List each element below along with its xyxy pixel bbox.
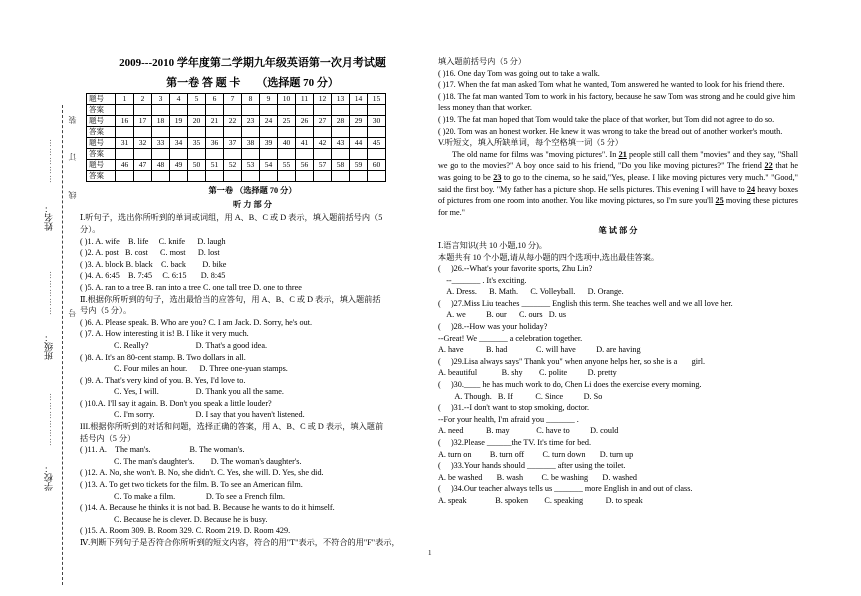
left-column	[80, 58, 425, 549]
text-line: A. be washed B. wash C. be washing D. washed	[438, 472, 637, 482]
answer-cell[interactable]	[368, 127, 386, 138]
answer-cell[interactable]	[368, 149, 386, 160]
answer-cell[interactable]	[206, 171, 224, 182]
question-number-cell: 23	[242, 116, 260, 127]
text-line: A. need B. may C. have to D. could	[438, 426, 619, 436]
question-number-cell: 33	[152, 138, 170, 149]
question-number-cell: 40	[278, 138, 296, 149]
question-number-cell: 58	[332, 160, 350, 171]
cloze-passage	[438, 149, 798, 219]
answer-cell[interactable]	[206, 149, 224, 160]
name-label: 姓名：	[44, 204, 54, 231]
answer-cell[interactable]	[170, 105, 188, 116]
text-line: A. turn on B. turn off C. turn down D. turn up	[438, 449, 634, 459]
text-line: ( )18. The fat man wanted Tom to work in his factory, because he saw Tom was strong and he could give him less money than that worker.	[438, 91, 798, 113]
question-number-cell: 46	[116, 160, 134, 171]
question-number-cell: 52	[224, 160, 242, 171]
answer-cell[interactable]	[314, 105, 332, 116]
question-number-cell: 25	[278, 116, 296, 127]
answer-cell[interactable]	[350, 105, 368, 116]
text-line: C. The man's daughter's. D. The woman's daughter's.	[114, 456, 302, 466]
answer-cell[interactable]	[206, 127, 224, 138]
answer-cell[interactable]	[278, 105, 296, 116]
answer-cell[interactable]	[134, 171, 152, 182]
text-line: ( )33.Your hands should _______ after using the toilet.	[438, 461, 626, 471]
question-number-cell: 53	[242, 160, 260, 171]
text-line: ( )13. A. To get two tickets for the film. B. To see an American film.	[80, 480, 303, 490]
question-number-cell: 4	[170, 94, 188, 105]
right-column	[438, 56, 798, 507]
seal-char: 线	[68, 190, 77, 199]
language-knowledge-questions	[438, 240, 798, 507]
question-number-cell: 28	[332, 116, 350, 127]
text-line: ( )29.Lisa always says" Thank you" when anyone helps her, so she is a girl.	[438, 356, 706, 366]
blank-24: 24	[746, 184, 756, 194]
text-line: ( )12. A. No, she won't. B. No, she didn't. C. Yes, she will. D. Yes, she did.	[80, 468, 324, 478]
text-line: A. Though. B. If C. Since D. So	[438, 391, 603, 401]
question-number-cell: 45	[368, 138, 386, 149]
text-line: ( )1. A. wife B. life C. knife D. laugh	[80, 236, 226, 246]
answer-cell[interactable]	[206, 105, 224, 116]
row-label: 答案	[87, 149, 116, 160]
answer-cell[interactable]	[368, 105, 386, 116]
text-line: ( )8. A. It's an 80-cent stamp. B. Two dollars in all.	[80, 352, 246, 362]
question-number-cell: 11	[296, 94, 314, 105]
question-number-cell: 27	[314, 116, 332, 127]
answer-cell[interactable]	[314, 127, 332, 138]
passage-text: people still call them "movies" and they say, "Shall we go to the movies?" A boy once said to his friend, "Do you like moving pictures?" The friend	[438, 149, 798, 171]
question-number-cell: 44	[350, 138, 368, 149]
text-line: --Great! We _______ a celebration together.	[438, 333, 583, 343]
text-line: ( )27.Miss Liu teaches _______ English this term. She teaches well and we all love her.	[438, 298, 733, 308]
question-number-cell: 56	[296, 160, 314, 171]
text-line: 本题共有 10 个小题,请从每小题的四个选项中,选出最佳答案。	[438, 252, 660, 262]
text-line: ( )16. One day Tom was going out to take a walk.	[438, 68, 600, 78]
text-line: Ⅳ.判断下列句子是否符合你所听到的短文内容，符合的用"T"表示，不符合的用"F"表示，	[80, 538, 400, 547]
class-line: ……………	[44, 270, 53, 315]
text-line: C. Really? D. That's a good idea.	[114, 340, 267, 350]
answer-cell[interactable]	[116, 149, 134, 160]
text-line: ( )4. A. 6:45 B. 7:45 C. 6:15 D. 8:45	[80, 271, 226, 281]
question-number-cell: 51	[206, 160, 224, 171]
text-line: 号内（5 分）。	[80, 306, 132, 316]
seal-line	[62, 105, 63, 585]
question-number-cell: 31	[116, 138, 134, 149]
text-line: ( )2. A. post B. cost C. most D. lost	[80, 248, 220, 258]
question-number-cell: 43	[332, 138, 350, 149]
answer-cell[interactable]	[224, 171, 242, 182]
page-number: 1	[428, 549, 432, 557]
answer-cell[interactable]	[296, 105, 314, 116]
question-number-cell: 54	[260, 160, 278, 171]
row-label: 答案	[87, 171, 116, 182]
name-line: ……………	[44, 138, 53, 183]
answer-cell[interactable]	[242, 127, 260, 138]
answer-cell[interactable]	[278, 149, 296, 160]
text-line: ( )11. A. The man's. B. The woman's.	[80, 445, 245, 455]
text-line: 括号内（5 分）	[80, 433, 136, 443]
text-line: ( )7. A. How interesting it is! B. I like it very much.	[80, 329, 249, 339]
part-one-title: 第一卷 （选择题 70 分）	[208, 186, 297, 196]
text-line: ( )14. A. Because he thinks it is not bad. B. Because he wants to do it himself.	[80, 503, 335, 513]
answer-cell[interactable]	[152, 127, 170, 138]
row-label: 题号	[87, 160, 116, 171]
text-line: C. Because he is clever. D. Because he is busy.	[114, 514, 268, 524]
text-line: C. To make a film. D. To see a French film.	[114, 491, 285, 501]
answer-cell[interactable]	[224, 149, 242, 160]
text-line: ( )10.A. I'll say it again. B. Don't you speak a little louder?	[80, 398, 272, 408]
answer-cell[interactable]	[260, 105, 278, 116]
answer-cell[interactable]	[134, 149, 152, 160]
text-line: A. Dress. B. Math. C. Volleyball. D. Orange.	[438, 287, 624, 297]
answer-cell[interactable]	[260, 149, 278, 160]
question-number-cell: 38	[242, 138, 260, 149]
answer-cell[interactable]	[242, 171, 260, 182]
text-line: ( )34.Our teacher always tells us _______ more English in and out of class.	[438, 484, 693, 494]
listening-questions	[80, 212, 425, 548]
text-line: --For your health, I'm afraid you _______ .	[438, 414, 579, 424]
text-line: ( )32.Please ______the TV. It's time for bed.	[438, 438, 592, 447]
row-label: 题号	[87, 116, 116, 127]
text-line: ( )5. A. ran to a tree B. ran into a tree C. one tall tree D. one to three	[80, 282, 302, 292]
answer-cell[interactable]	[188, 127, 206, 138]
text-line: 填入题前括号内（5 分）	[438, 57, 527, 66]
answer-card-table	[86, 93, 386, 182]
question-number-cell: 36	[206, 138, 224, 149]
answer-cell[interactable]	[224, 105, 242, 116]
blank-21: 21	[618, 149, 627, 159]
answer-cell[interactable]	[332, 127, 350, 138]
question-number-cell: 35	[188, 138, 206, 149]
question-number-cell: 30	[368, 116, 386, 127]
answer-card-answer-row	[87, 149, 386, 160]
question-number-cell: 37	[224, 138, 242, 149]
blank-22: 22	[764, 161, 773, 171]
question-number-cell: 9	[260, 94, 278, 105]
question-number-cell: 41	[296, 138, 314, 149]
answer-card-title-a: 第一卷 答 题 卡	[166, 76, 241, 89]
question-number-cell: 1	[116, 94, 134, 105]
question-number-cell: 15	[368, 94, 386, 105]
row-label: 题号	[87, 94, 116, 105]
question-number-cell: 60	[368, 160, 386, 171]
question-number-cell: 47	[134, 160, 152, 171]
text-line: A. we B. our C. ours D. us	[438, 310, 567, 320]
answer-cell[interactable]	[170, 127, 188, 138]
question-number-cell: 5	[188, 94, 206, 105]
question-number-cell: 17	[134, 116, 152, 127]
question-number-cell: 49	[170, 160, 188, 171]
answer-cell[interactable]	[152, 171, 170, 182]
answer-cell[interactable]	[188, 171, 206, 182]
answer-card-number-row	[87, 138, 386, 149]
answer-card-answer-row	[87, 171, 386, 182]
answer-cell[interactable]	[242, 105, 260, 116]
answer-cell[interactable]	[332, 171, 350, 182]
seal-char: 订	[68, 152, 77, 161]
answer-cell[interactable]	[278, 171, 296, 182]
answer-cell[interactable]	[170, 149, 188, 160]
answer-card-answer-row	[87, 127, 386, 138]
text-line: C. Yes, I will. D. Thank you all the same.	[114, 387, 284, 397]
question-number-cell: 13	[332, 94, 350, 105]
answer-cell[interactable]	[332, 149, 350, 160]
answer-cell[interactable]	[188, 149, 206, 160]
blank-23: 23	[493, 172, 502, 182]
text-line: A. have B. had C. will have D. are having	[438, 345, 641, 355]
text-line: ( )30.____ he has much work to do, Chen Li does the exercise every morning.	[438, 380, 702, 390]
row-label: 答案	[87, 105, 116, 116]
question-number-cell: 50	[188, 160, 206, 171]
answer-cell[interactable]	[134, 127, 152, 138]
text-line: A. beautiful B. shy C. polite D. pretty	[438, 368, 617, 378]
row-label: 题号	[87, 138, 116, 149]
answer-cell[interactable]	[296, 127, 314, 138]
text-line: ( )3. A. block B. black C. back D. bike	[80, 259, 227, 269]
text-line: A. speak B. spoken C. speaking D. to speak	[438, 495, 643, 505]
answer-cell[interactable]	[116, 105, 134, 116]
answer-cell[interactable]	[170, 171, 188, 182]
text-line: ( )28.--How was your holiday?	[438, 322, 548, 332]
answer-cell[interactable]	[296, 149, 314, 160]
answer-cell[interactable]	[278, 127, 296, 138]
question-number-cell: 32	[134, 138, 152, 149]
question-number-cell: 29	[350, 116, 368, 127]
answer-cell[interactable]	[350, 149, 368, 160]
answer-cell[interactable]	[314, 149, 332, 160]
answer-cell[interactable]	[134, 105, 152, 116]
question-number-cell: 8	[242, 94, 260, 105]
passage-text: that he was going to be	[438, 161, 798, 182]
written-title: 笔 试 部 分	[598, 226, 638, 236]
passage-text: heavy boxes of pictures from one room into another. You like moving pictures, so I'm sure you'll	[438, 184, 798, 206]
question-number-cell: 10	[278, 94, 296, 105]
text-line: 分）。	[80, 224, 101, 234]
answer-cell[interactable]	[332, 105, 350, 116]
binding-margin	[0, 0, 75, 596]
question-number-cell: 12	[314, 94, 332, 105]
text-line: Ⅰ.语言知识(共 10 小题,10 分)。	[438, 240, 547, 250]
answer-cell[interactable]	[152, 149, 170, 160]
answer-cell[interactable]	[260, 171, 278, 182]
question-number-cell: 20	[188, 116, 206, 127]
text-line: III.根据你所听到的对话和问题，选择正确的答案，用 A、B、C 或 D 表示，填入题前	[80, 422, 384, 432]
text-line: ( )6. A. Please speak. B. Who are you? C. I am Jack. D. Sorry, he's out.	[80, 317, 313, 327]
text-line: ( )26.--What's your favorite sports, Zhu Lin?	[438, 264, 593, 274]
answer-cell[interactable]	[260, 127, 278, 138]
text-line: ( )31.--I don't want to stop smoking, doctor.	[438, 403, 590, 413]
question-number-cell: 55	[278, 160, 296, 171]
question-number-cell: 59	[350, 160, 368, 171]
answer-cell[interactable]	[296, 171, 314, 182]
answer-card-title-b: （选择题 70 分）	[256, 76, 339, 89]
exam-title: 2009---2010 学年度第二学期九年级英语第一次月考试题	[119, 57, 386, 69]
passage-text: to go to the cinema, so he said,"Yes, please. I like moving pictures very much." "Good," said the first boy. "My father has a picture shop. He sells pictures. This evening I will have to	[438, 172, 798, 194]
question-number-cell: 6	[206, 94, 224, 105]
question-number-cell: 24	[260, 116, 278, 127]
text-line: C. Four miles an hour. D. Three one-yuan stamps.	[114, 364, 288, 374]
answer-card-number-row	[87, 116, 386, 127]
answer-cell[interactable]	[116, 127, 134, 138]
passage-text: The old name for films was "moving pictures". In	[452, 149, 619, 159]
question-number-cell: 26	[296, 116, 314, 127]
answer-card-number-row	[87, 94, 386, 105]
seal-char: 装	[68, 115, 77, 124]
question-number-cell: 16	[116, 116, 134, 127]
text-line: ( )9. A. That's very kind of you. B. Yes, I'd love to.	[80, 375, 246, 385]
question-number-cell: 2	[134, 94, 152, 105]
text-line: ( )15. A. Room 309. B. Room 329. C. Room 219. D. Room 429.	[80, 526, 291, 536]
question-number-cell: 7	[224, 94, 242, 105]
question-number-cell: 22	[224, 116, 242, 127]
question-number-cell: 57	[314, 160, 332, 171]
answer-card-number-row	[87, 160, 386, 171]
question-number-cell: 39	[260, 138, 278, 149]
blank-25: 25	[715, 196, 724, 206]
answer-cell[interactable]	[116, 171, 134, 182]
answer-card-title	[80, 78, 425, 90]
listening-title: 听 力 部 分	[233, 199, 272, 209]
question-number-cell: 21	[206, 116, 224, 127]
text-line: C. I'm sorry. D. I say that you haven't listened.	[114, 410, 305, 420]
passage-text: moving these pictures for me."	[438, 196, 798, 217]
school-label: 学校：	[44, 464, 54, 491]
seal-char: 号	[68, 308, 77, 317]
row-label: 答案	[87, 127, 116, 138]
text-line: ( )20. Tom was an honest worker. He knew it was wrong to take the bread out of another worker's mouth.	[438, 126, 783, 136]
text-line: Ⅱ.根据你所听到的句子，选出最恰当的应答句，用 A、B、C 或 D 表示，填入题前括	[80, 294, 381, 304]
question-number-cell: 42	[314, 138, 332, 149]
answer-cell[interactable]	[350, 171, 368, 182]
answer-cell[interactable]	[224, 127, 242, 138]
question-number-cell: 19	[170, 116, 188, 127]
answer-cell[interactable]	[314, 171, 332, 182]
answer-cell[interactable]	[350, 127, 368, 138]
answer-cell[interactable]	[152, 105, 170, 116]
class-label: 班级：	[44, 333, 54, 360]
answer-cell[interactable]	[368, 171, 386, 182]
true-false-questions	[438, 56, 798, 149]
text-line: V.听短文，填入所缺单词，每个空格填一词（5 分）	[438, 138, 623, 148]
text-line: ( )19. The fat man hoped that Tom would take the place of that worker, but Tom did not agree to do so.	[438, 114, 775, 124]
question-number-cell: 3	[152, 94, 170, 105]
school-line: ………………	[44, 392, 53, 446]
text-line: ( )17. When the fat man asked Tom what he wanted, Tom answered he wanted to look for his friend there.	[438, 80, 785, 90]
answer-cell[interactable]	[242, 149, 260, 160]
text-line: --_______ . It's exciting.	[438, 275, 527, 285]
answer-cell[interactable]	[188, 105, 206, 116]
question-number-cell: 18	[152, 116, 170, 127]
question-number-cell: 48	[152, 160, 170, 171]
answer-card-answer-row	[87, 105, 386, 116]
text-line: Ⅰ.听句子，选出你所听到的单词或词组，用 A、B、C 或 D 表示，填入题前括号内（5	[80, 213, 383, 223]
question-number-cell: 14	[350, 94, 368, 105]
question-number-cell: 34	[170, 138, 188, 149]
